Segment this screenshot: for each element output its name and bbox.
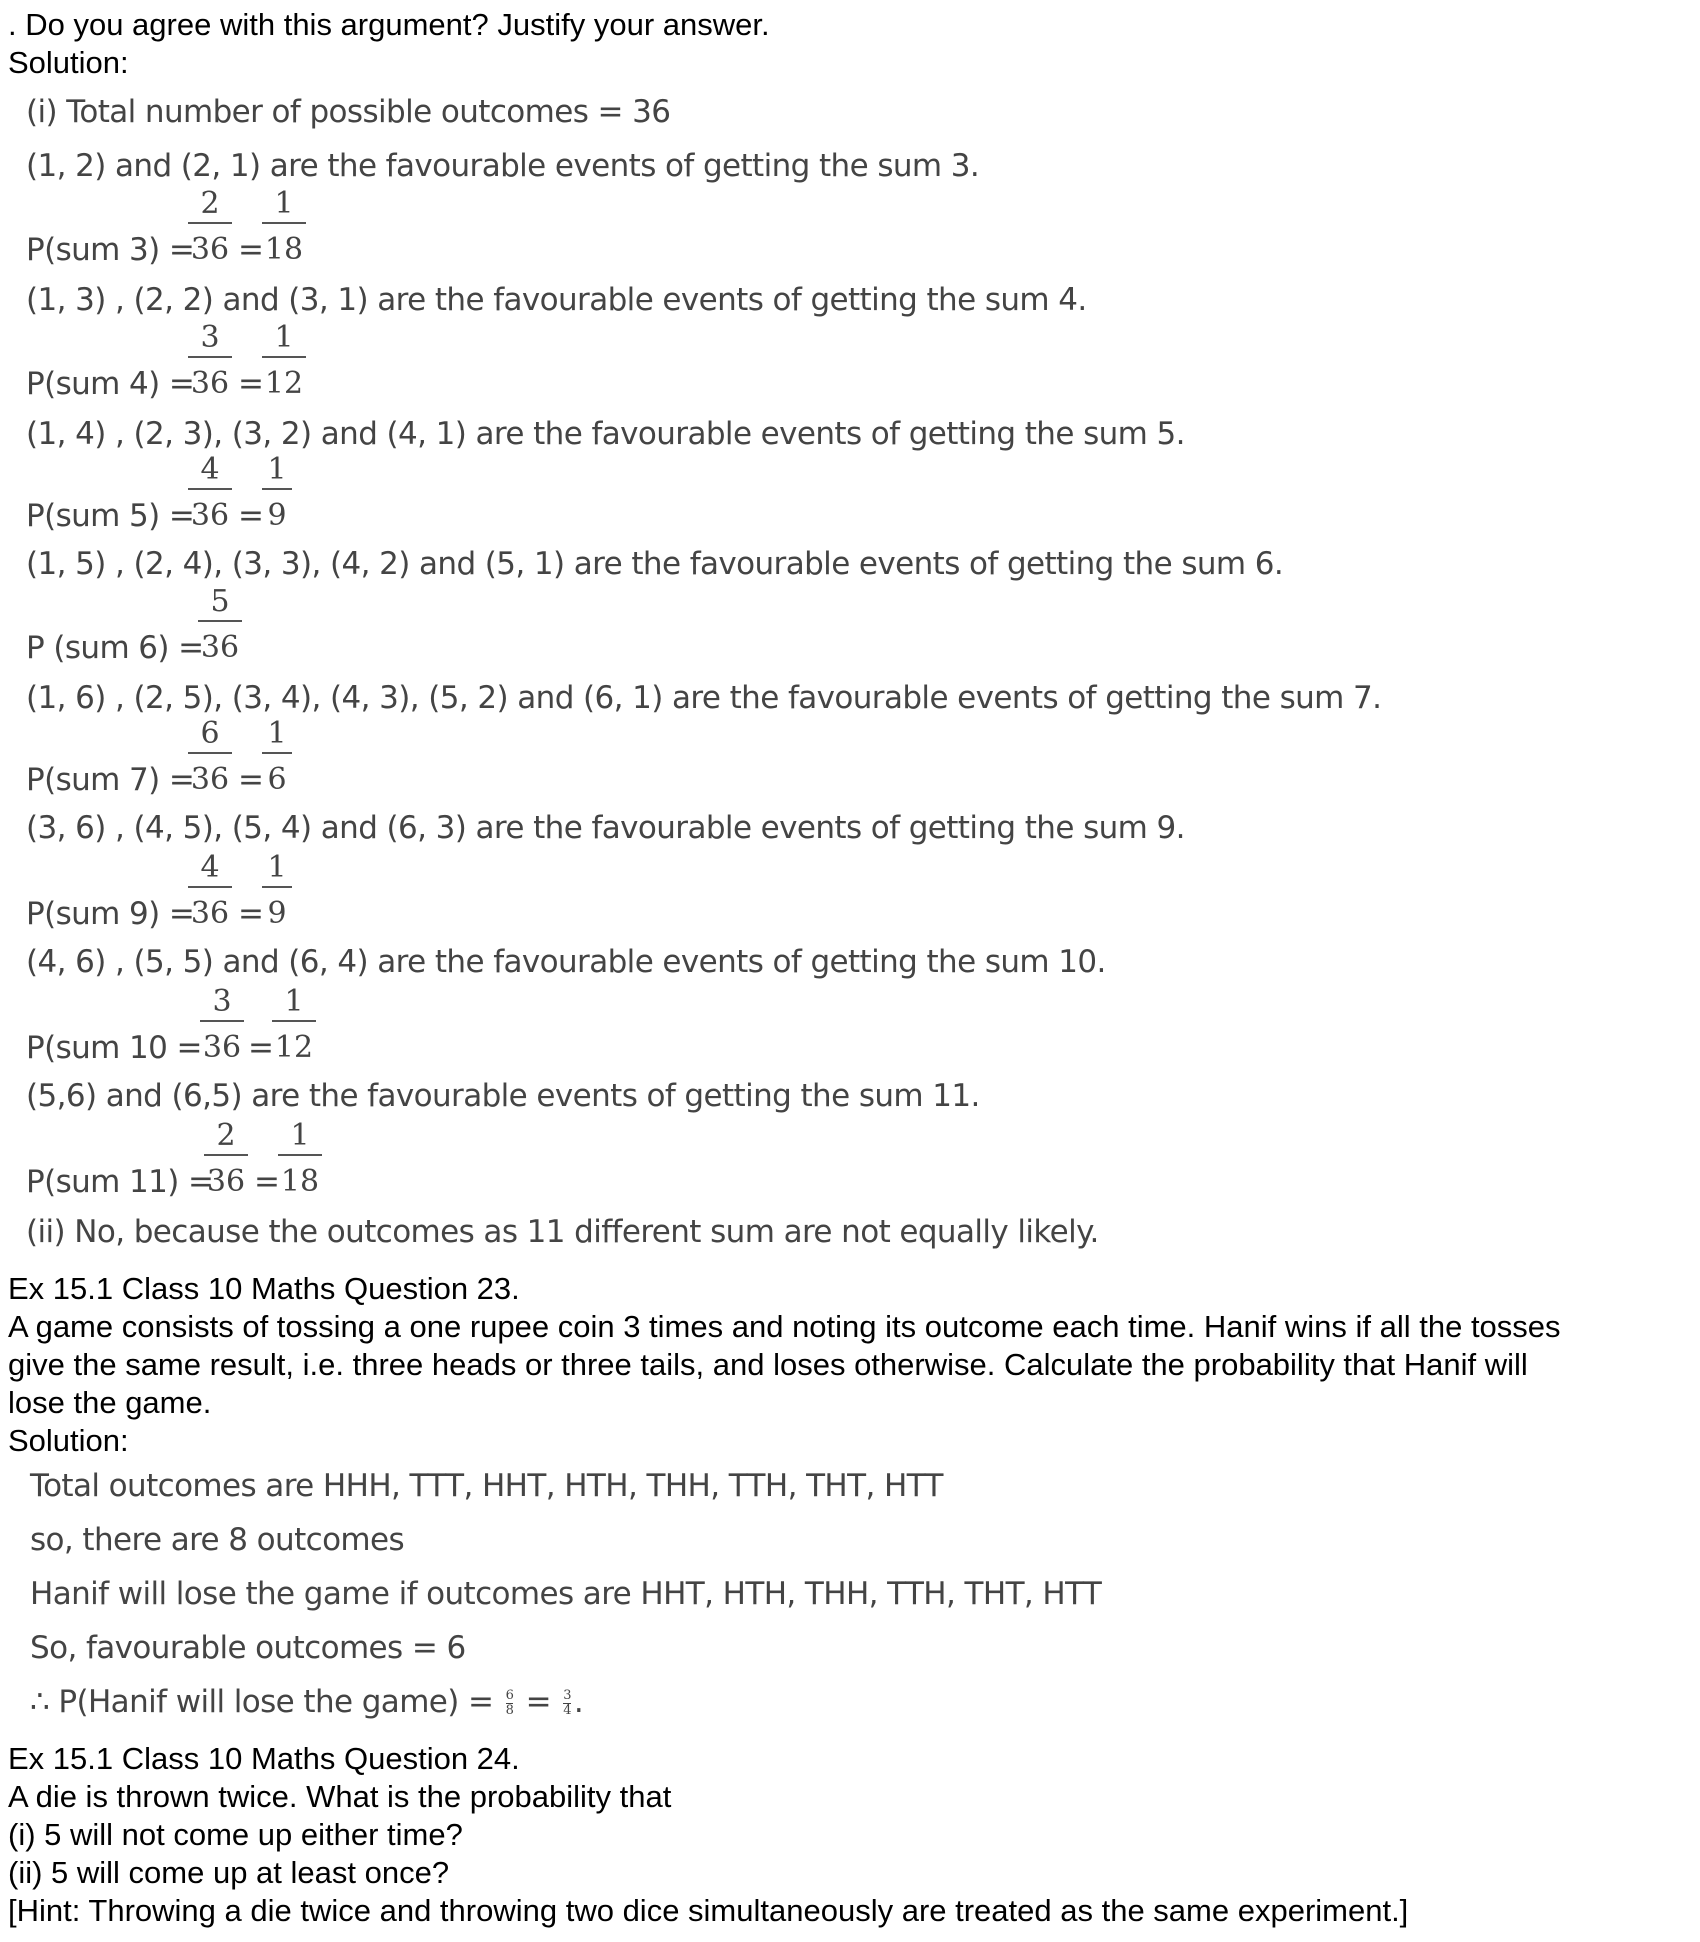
fraction: $\frac{1}{12}$ bbox=[262, 320, 306, 402]
equation-lhs: P (sum 6) = bbox=[26, 630, 204, 666]
solution-line: (1, 6) , (2, 5), (3, 4), (4, 3), (5, 2) and (6, 1) are the favourable events of getting the sum 7. bbox=[26, 680, 1382, 716]
fraction: $\frac{4}{36}$ bbox=[188, 850, 232, 932]
fraction: $\frac{1}{18}$ bbox=[262, 186, 306, 268]
fraction: $\frac{1}{9}$ bbox=[262, 452, 292, 534]
question-23-text: A game consists of tossing a one rupee coin 3 times and noting its outcome each time. Hanif wins if all the tosses bbox=[8, 1309, 1561, 1344]
solution-line: Hanif will lose the game if outcomes are HHT, HTH, THH, TTH, THT, HTT bbox=[30, 1576, 1102, 1612]
fraction: $\frac{6}{8}$ bbox=[505, 1688, 514, 1718]
question-24-part-i: (i) 5 will not come up either time? bbox=[8, 1817, 463, 1852]
solution-line: (4, 6) , (5, 5) and (6, 4) are the favourable events of getting the sum 10. bbox=[26, 944, 1106, 980]
question-24-heading: Ex 15.1 Class 10 Maths Question 24. bbox=[8, 1741, 520, 1776]
equation-lhs: P(sum 4) = bbox=[26, 366, 195, 402]
fraction: $\frac{3}{4}$ bbox=[563, 1688, 571, 1718]
equation-lhs: P(sum 11) = bbox=[26, 1164, 214, 1200]
solution-label: Solution: bbox=[8, 1423, 129, 1458]
solution-line: (5,6) and (6,5) are the favourable events of getting the sum 11. bbox=[26, 1078, 980, 1114]
fraction: $\frac{1}{6}$ bbox=[262, 716, 292, 798]
fraction: $\frac{2}{36}$ bbox=[188, 186, 232, 268]
question-23-text: give the same result, i.e. three heads or three tails, and loses otherwise. Calculate the probability that Hanif will bbox=[8, 1347, 1528, 1382]
question-24-part-ii: (ii) 5 will come up at least once? bbox=[8, 1855, 450, 1890]
solution-line: Total outcomes are HHH, TTT, HHT, HTH, THH, TTH, THT, HTT bbox=[30, 1468, 943, 1504]
equation-lhs: P(sum 7) = bbox=[26, 762, 195, 798]
solution-line: (i) Total number of possible outcomes = 36 bbox=[26, 94, 671, 130]
fraction: $\frac{4}{36}$ bbox=[188, 452, 232, 534]
fraction: $\frac{6}{36}$ bbox=[188, 716, 232, 798]
equation-lhs: P(sum 3) = bbox=[26, 232, 195, 268]
question-24-hint: [Hint: Throwing a die twice and throwing two dice simultaneously are treated as the same experiment.] bbox=[8, 1893, 1409, 1928]
equation-lhs: P(sum 5) = bbox=[26, 498, 195, 534]
fraction: $\frac{3}{36}$ bbox=[188, 320, 232, 402]
document-page: . Do you agree with this argument? Justify your answer. Solution: (i) Total number of possible outcomes = 36 (1, 2) and (2, 1) are the favourable events of getting the sum 3. P(sum 3) = $\frac{2}{36}$ = $\frac{1}{18}$ (1, 3) , (2, 2) and (3, 1) are the favourable events of getting the sum 4. P(sum 4) = $\frac{3}{36}$ = $\frac{1}{12}$ (1, 4) , (2, 3), (3, 2) and (4, 1) are the favourable events of getting the sum 5. P(sum 5) = $\frac{4}{36}$ = $\frac{1}{9}$ (1, 5) , (2, 4), (3, 3), (4, 2) and (5, 1) are the favourable events of getting the sum 6. P (sum 6) = $\frac{5}{36}$ (1, 6) , (2, 5), (3, 4), (4, 3), (5, 2) and (6, 1) are the favourable events of getting the sum 7. P(sum 7) = $\frac{6}{36}$ = $\frac{1}{6}$ (3, 6) , (4, 5), (5, 4) and (6, 3) are the favourable events of getting the sum 9. P(sum 9) = $\frac{4}{36}$ = $\frac{1}{9}$ (4, 6) , (5, 5) and (6, 4) are the favourable events of getting the sum 10. P(sum 10 = $\frac{3}{36}$ = $\frac{1}{12}$ (5,6) and (6,5) are the favourable events of getting the sum 11. P(sum 11) = $\frac{2}{36}$ = $\frac{1}{18}$ (ii) No, because the outcomes as 11 different sum are not equally likely. Ex 15.1 Class 10 Maths Question 23. A game consists of tossing a one rupee coin 3 times and noting its outcome each time. Hanif wins if all the tosses give the same result, i.e. three heads or three tails, and loses otherwise. Calculate the probability that Hanif will lose the game. Solution: Total outcomes are HHH, TTT, HHT, HTH, THH, TTH, THT, HTT so, there are 8 outcomes Hanif will lose the game if outcomes are HHT, HTH, THH, TTH, THT, HTT So, favourable outcomes = 6 ∴ P(Hanif will lose the game) = $\frac{6}{8}$ = $\frac{3}{4}$ . Ex 15.1 Class 10 Maths Question 24. A die is thrown twice. What is the probability that (i) 5 will not come up either time? (ii) 5 will come up at least once? [Hint: Throwing a die twice and throwing two dice simultaneously are treated as the same experiment.] bbox=[8, 7, 1561, 1928]
solution-line: so, there are 8 outcomes bbox=[30, 1522, 405, 1558]
fraction: $\frac{5}{36}$ bbox=[198, 584, 242, 666]
fraction: $\frac{1}{12}$ bbox=[272, 984, 316, 1066]
solution-line: (1, 5) , (2, 4), (3, 3), (4, 2) and (5, 1) are the favourable events of getting the sum 6. bbox=[26, 546, 1284, 582]
solution-label: Solution: bbox=[8, 45, 129, 80]
solution-line-probability: ∴ P(Hanif will lose the game) = $\frac{6}{8}$ = $\frac{3}{4}$ . bbox=[30, 1684, 584, 1720]
fraction: $\frac{3}{36}$ bbox=[200, 984, 244, 1066]
question-23-heading: Ex 15.1 Class 10 Maths Question 23. bbox=[8, 1271, 520, 1306]
question-24-text: A die is thrown twice. What is the probability that bbox=[8, 1779, 672, 1814]
solution-line: So, favourable outcomes = 6 bbox=[30, 1630, 466, 1666]
fraction: $\frac{1}{9}$ bbox=[262, 850, 292, 932]
equation-lhs: P(sum 9) = bbox=[26, 896, 195, 932]
fraction: $\frac{2}{36}$ bbox=[204, 1118, 248, 1200]
question-23-text: lose the game. bbox=[8, 1385, 212, 1420]
solution-line: (1, 3) , (2, 2) and (3, 1) are the favourable events of getting the sum 4. bbox=[26, 282, 1087, 318]
solution-line: (3, 6) , (4, 5), (5, 4) and (6, 3) are the favourable events of getting the sum 9. bbox=[26, 810, 1185, 846]
equation-lhs: P(sum 10 = bbox=[26, 1030, 202, 1066]
solution-line: (1, 2) and (2, 1) are the favourable events of getting the sum 3. bbox=[26, 148, 980, 184]
question-22-tail: . Do you agree with this argument? Justify your answer. bbox=[8, 7, 770, 42]
fraction: $\frac{1}{18}$ bbox=[278, 1118, 322, 1200]
solution-line: (ii) No, because the outcomes as 11 different sum are not equally likely. bbox=[26, 1214, 1099, 1250]
solution-line: (1, 4) , (2, 3), (3, 2) and (4, 1) are the favourable events of getting the sum 5. bbox=[26, 416, 1185, 452]
